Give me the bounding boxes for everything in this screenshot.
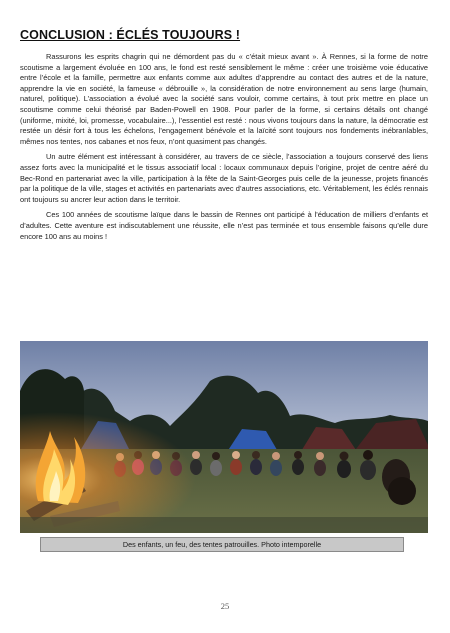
paragraph-2: Un autre élément est intéressant à considérer, au travers de ce siècle, l’association a toujours conservé des liens assez forts avec la municipalité et le tissus associatif local : locaux communaux depuis l’origine, projet de centre aéré du Bec-Rond en partenariat avec la ville, participation à la fête de la Saint-Georges puis celle de la jeunesse, projets financés par la politique de la ville, stages et activités en partenariats avec d’autres associations, etc. Véritablement, les éclés rennais ont toujours su ancrer leur action dans le territoir. [20, 152, 428, 204]
foreground-shadow [20, 517, 428, 533]
photo-caption: Des enfants, un feu, des tentes patrouilles. Photo intemporelle [40, 537, 404, 552]
fire-glow [20, 341, 428, 533]
body-text [20, 52, 428, 247]
page-number: 25 [220, 601, 230, 611]
campfire-photo [20, 341, 428, 533]
page-title: CONCLUSION : ÉCLÉS TOUJOURS ! [20, 28, 241, 42]
paragraph-3: Ces 100 années de scoutisme laïque dans le bassin de Rennes ont participé à l’éducation de milliers d’enfants et d’adultes. Cette aventure est indiscutablement une réussite, elle n’est pas terminée et tous ensemble faisons qu’elle dure encore 100 ans au moins ! [20, 210, 428, 241]
paragraph-1: Rassurons les esprits chagrin qui ne démordent pas du « c’était mieux avant ». À Rennes, si la forme de notre scoutisme a largement évoluée en 100 ans, le fond est resté sensiblement le même : créer une troisième voie éducative entre l’école et la famille, permettre aux enfants comme aux adultes d’apprendre au contact des autres et de la nature, apprendre la vie en société, la fameuse « débrouille », la considération de notre environnement au sens large (humain, naturel, politique). L’association a évolué avec la société sans vouloir, comme certains, à tout prix mettre en place un scoutisme comme celui théorisé par Baden-Powell en 1908. Pour parler de la forme, si certains détails ont changé (uniforme, mixité, loi, promesse, vocabulaire...), l’essentiel est resté : nous vivons toujours dans la nature, la démocratie est restée un désir fort à tous les échelons, l’engagement bénévole et la laïcité sont toujours nos fondements inébranlables, mêmes nos tentes, nos cabanes et nos feux, n’ont quasiment pas changés. [20, 52, 428, 146]
